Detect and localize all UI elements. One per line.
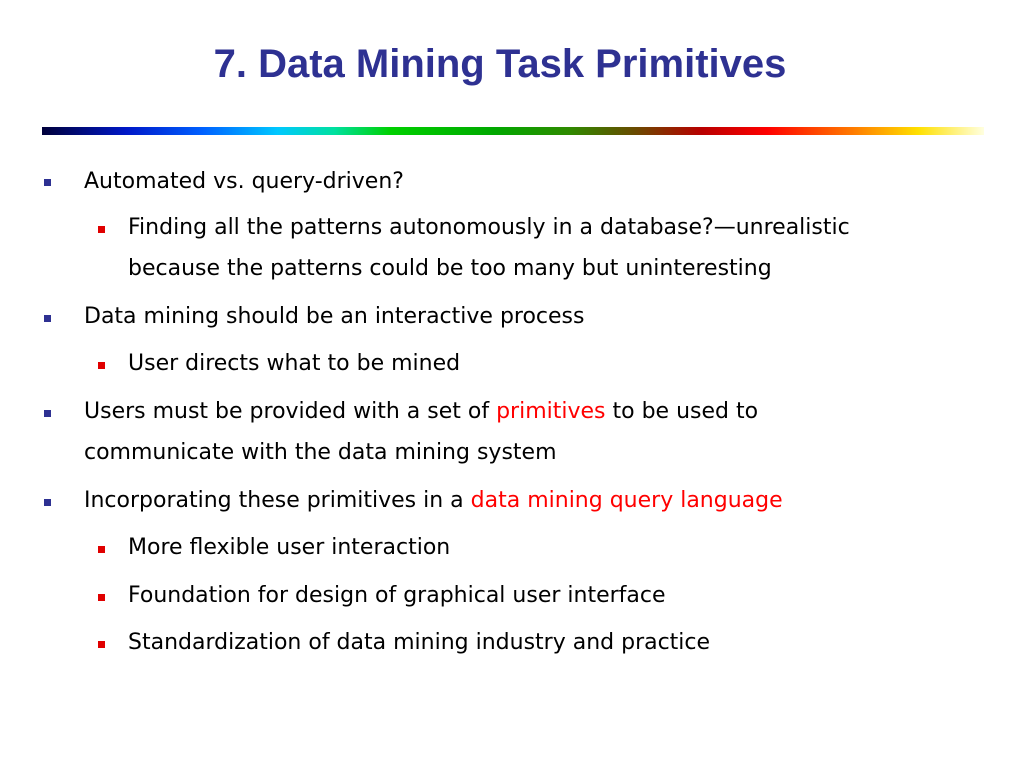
sub-bullet-user-directs — [128, 343, 460, 384]
sub-bullet-text: because the patterns could be too many but uninteresting — [128, 256, 772, 281]
bullet-text: Data mining should be an interactive process — [84, 304, 585, 329]
sub-bullet-gui-foundation — [128, 575, 666, 616]
bullet-text-part: Users must be provided with a set of — [84, 399, 497, 424]
sub-bullet-text: Standardization of data mining industry and practice — [128, 630, 711, 655]
sub-bullet-text: User directs what to be mined — [128, 351, 461, 376]
sub-bullet-standardization — [128, 622, 710, 663]
bullet-automated — [84, 161, 404, 202]
sub-bullet-finding-patterns-line1 — [128, 207, 850, 248]
slide-title: 7. Data Mining Task Primitives — [213, 42, 787, 86]
sub-bullet-text: Finding all the patterns autonomously in a database?—unrealistic — [128, 215, 850, 240]
sub-bullet-flexible-interaction — [128, 527, 450, 568]
sub-bullet-text: More flexible user interaction — [128, 535, 451, 560]
sub-bullet-square-icon — [98, 362, 105, 369]
bullet-square-icon — [44, 499, 51, 506]
highlight-query-language: data mining query language — [470, 488, 783, 513]
sub-bullet-square-icon — [98, 546, 105, 553]
sub-bullet-square-icon — [98, 641, 105, 648]
bullet-text-part: Incorporating these primitives in a — [84, 488, 471, 513]
highlight-primitives: primitives — [496, 399, 606, 424]
bullet-text: Automated vs. query-driven? — [84, 169, 404, 194]
bullet-primitives-line1 — [84, 391, 758, 432]
bullet-primitives-line2 — [84, 432, 557, 473]
bullet-interactive-process — [84, 296, 584, 337]
sub-bullet-square-icon — [98, 226, 105, 233]
bullet-text-part: to be used to — [605, 399, 759, 424]
sub-bullet-text: Foundation for design of graphical user interface — [128, 583, 666, 608]
bullet-square-icon — [44, 410, 51, 417]
sub-bullet-finding-patterns-line2 — [128, 248, 772, 289]
bullet-query-language — [84, 480, 783, 521]
bullet-text-part: communicate with the data mining system — [84, 440, 557, 465]
sub-bullet-square-icon — [98, 594, 105, 601]
bullet-square-icon — [44, 315, 51, 322]
bullet-square-icon — [44, 179, 51, 186]
